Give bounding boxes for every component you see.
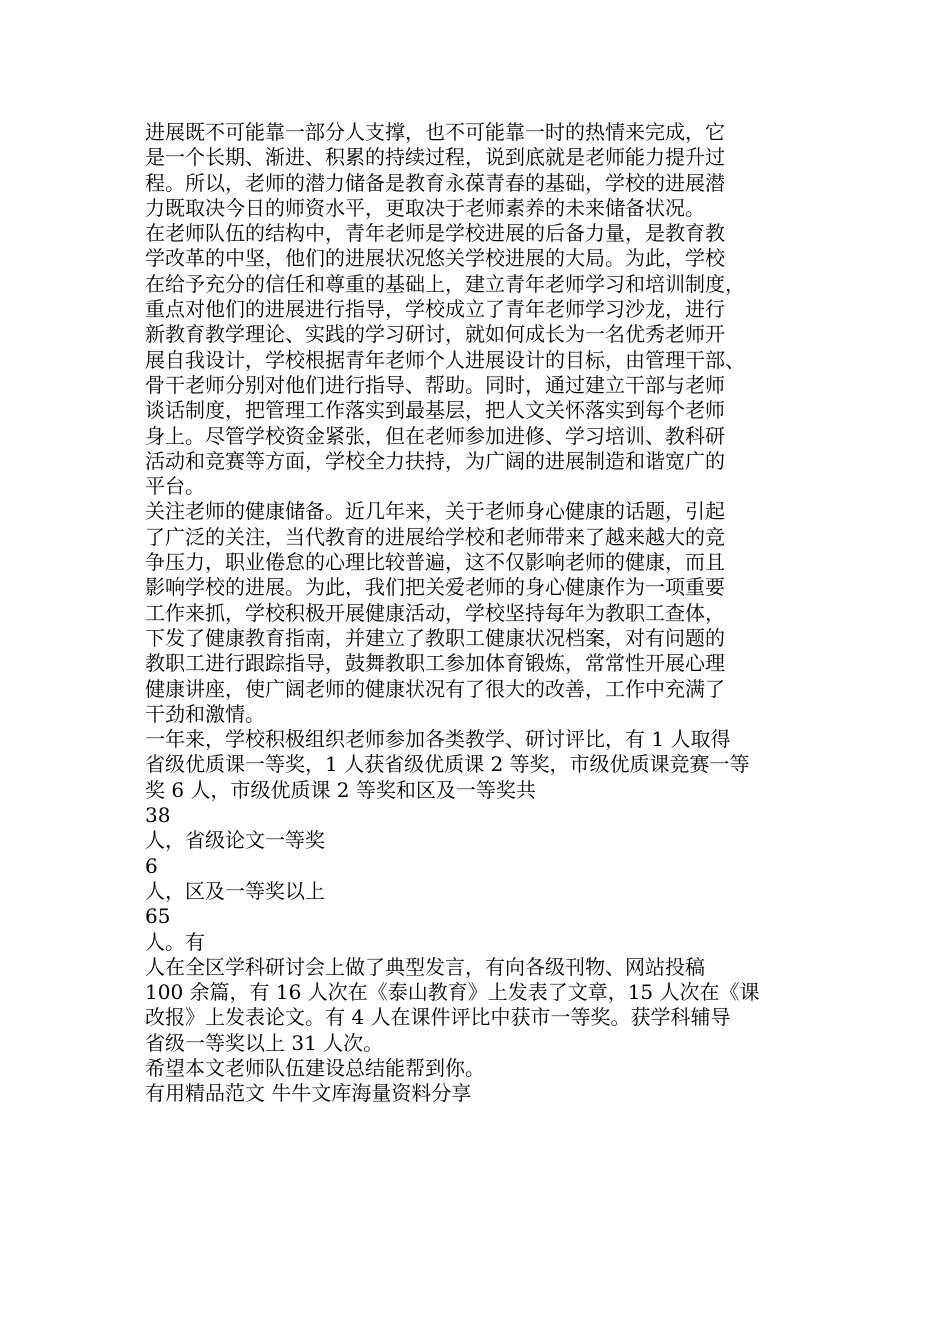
text-line: 影响学校的进展。为此，我们把关爱老师的身心健康作为一项重要 [145,575,725,600]
text-line: 关注老师的健康储备。近几年来，关于老师身心健康的话题，引起 [145,499,725,524]
text-line: 程。所以，老师的潜力储备是教育永葆青春的基础，学校的进展潜 [145,170,725,195]
text-line: 展自我设计，学校根据青年老师个人进展设计的目标，由管理干部、 [145,347,745,372]
text-line: 人，省级论文一等奖 [145,828,325,853]
text-line: 是一个长期、渐进、积累的持续过程，说到底就是老师能力提升过 [145,145,725,170]
text-line: 身上。尽管学校资金紧张，但在老师参加进修、学习培训、教科研 [145,423,725,448]
text-line: 省级一等奖以上 31 人次。 [145,1030,384,1055]
text-line: 活动和竞赛等方面，学校全力扶持，为广阔的进展制造和谐宽广的 [145,448,725,473]
text-line: 65 [145,904,171,929]
text-line: 100 余篇，有 16 人次在《泰山教育》上发表了文章，15 人次在《课 [145,980,760,1005]
document-body [145,120,815,1107]
text-line: 谈话制度，把管理工作落实到最基层，把人文关怀落实到每个老师 [145,398,725,423]
text-line: 重点对他们的进展进行指导，学校成立了青年老师学习沙龙，进行 [145,297,725,322]
text-line: 健康讲座，使广阔老师的健康状况有了很大的改善，工作中充满了 [145,676,725,701]
text-line: 一年来，学校积极组织老师参加各类教学、研讨评比，有 1 人取得 [145,727,731,752]
text-line: 人。有 [145,929,205,954]
text-line: 工作来抓，学校积极开展健康活动，学校坚持每年为教职工查体， [145,600,725,625]
text-line: 了广泛的关注，当代教育的进展给学校和老师带来了越来越大的竞 [145,524,725,549]
text-line: 新教育教学理论、实践的学习研讨，就如何成长为一名优秀老师开 [145,322,725,347]
text-line: 38 [145,803,171,828]
text-line: 骨干老师分别对他们进行指导、帮助。同时，通过建立干部与老师 [145,372,725,397]
text-line: 有用精品范文 牛牛文库海量资料分享 [145,1081,472,1106]
text-line: 力既取决今日的师资水平，更取决于老师素养的未来储备状况。 [145,195,705,220]
text-line: 人，区及一等奖以上 [145,878,325,903]
text-line: 奖 6 人，市级优质课 2 等奖和区及一等奖共 [145,777,536,802]
text-line: 干劲和激情。 [145,701,265,726]
text-line: 下发了健康教育指南，并建立了教职工健康状况档案，对有问题的 [145,625,725,650]
text-line: 6 [145,853,158,878]
text-line: 希望本文老师队伍建设总结能帮到你。 [145,1055,485,1080]
text-line: 平台。 [145,474,205,499]
text-line: 争压力，职业倦怠的心理比较普遍，这不仅影响老师的健康，而且 [145,550,725,575]
text-line: 教职工进行跟踪指导，鼓舞教职工参加体育锻炼，常常性开展心理 [145,651,725,676]
text-line: 学改革的中坚，他们的进展状况悠关学校进展的大局。为此，学校 [145,246,725,271]
text-line: 进展既不可能靠一部分人支撑，也不可能靠一时的热情来完成，它 [145,120,725,144]
text-line: 人在全区学科研讨会上做了典型发言，有向各级刊物、网站投稿 [145,954,705,979]
text-line: 在老师队伍的结构中，青年老师是学校进展的后备力量，是教育教 [145,221,725,246]
text-line: 在给予充分的信任和尊重的基础上，建立青年老师学习和培训制度， [145,271,745,296]
text-line: 省级优质课一等奖，1 人获省级优质课 2 等奖，市级优质课竞赛一等 [145,752,750,777]
text-line: 改报》上发表论文。有 4 人在课件评比中获市一等奖。获学科辅导 [145,1005,731,1030]
